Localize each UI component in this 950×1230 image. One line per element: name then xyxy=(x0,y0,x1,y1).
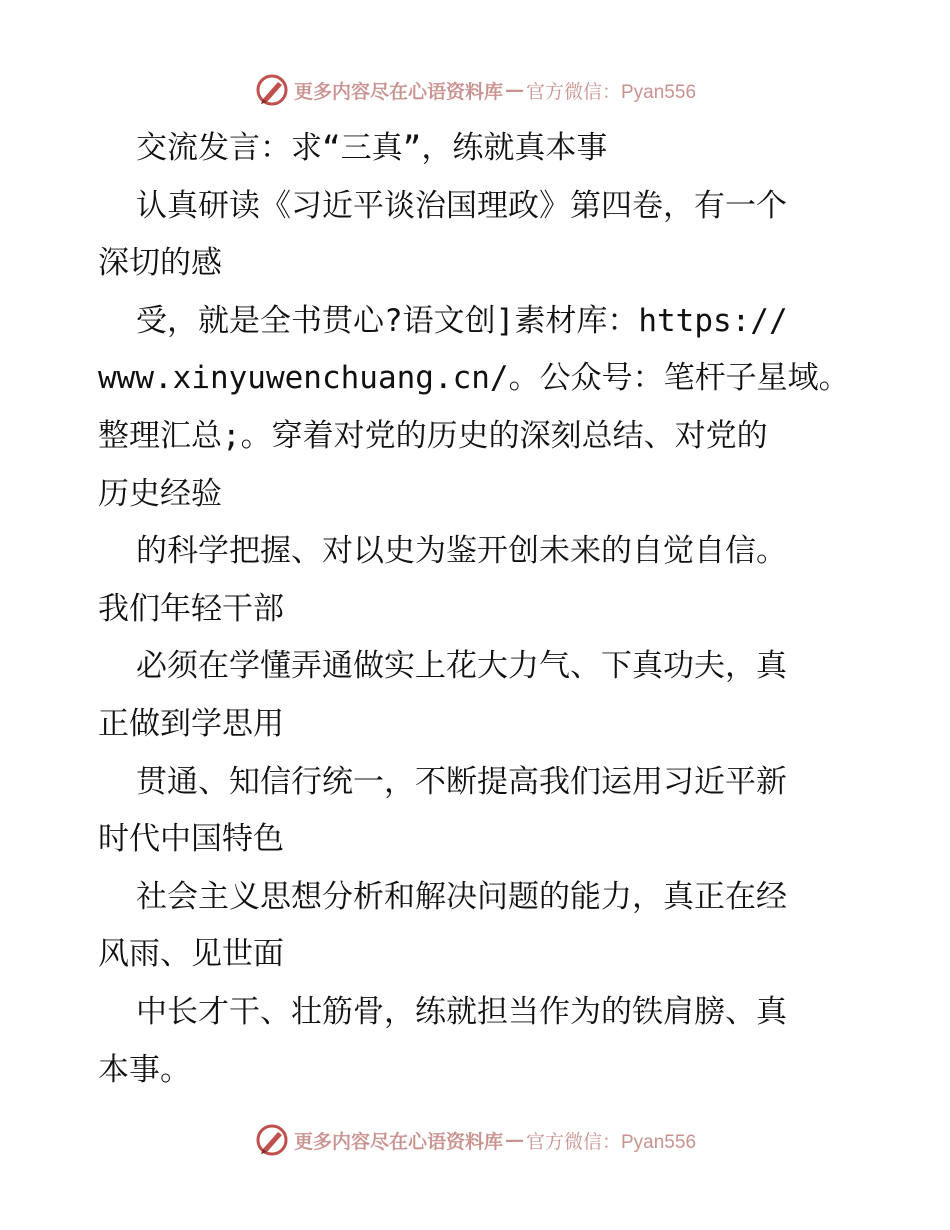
document-title: 交流发言：求“三真”，练就真本事 xyxy=(136,130,608,166)
footer-separator: — xyxy=(505,1129,524,1151)
paragraph-line: 我们年轻干部 xyxy=(98,590,284,627)
paragraph-line: 受，就是全书贯心?语文创]素材库：https:// xyxy=(136,302,788,339)
paragraph-line: 风雨、见世面 xyxy=(98,936,284,973)
paragraph-line: 的科学把握、对以史为鉴开创未来的自觉自信。 xyxy=(136,533,787,570)
paragraph-line: 中长才干、壮筋骨，练就担当作为的铁肩膀、真 xyxy=(136,993,787,1030)
pen-logo-icon xyxy=(254,1122,290,1158)
header-brand: 更多内容尽在心语资料库 xyxy=(293,80,503,103)
paragraph-line: www.xinyuwenchuang.cn/。公众号：笔杆子星域。 xyxy=(98,360,850,397)
document-body xyxy=(98,120,858,1099)
paragraph-line: 必须在学懂弄通做实上花大力气、下真功夫，真 xyxy=(136,648,787,685)
footer-brand: 更多内容尽在心语资料库 xyxy=(293,1130,503,1153)
paragraph-line: 整理汇总;。穿着对党的历史的深刻总结、对党的 xyxy=(98,417,768,454)
paragraph-line: 本事。 xyxy=(98,1051,191,1088)
pen-logo-icon xyxy=(254,72,290,108)
paragraph-line: 社会主义思想分析和解决问题的能力，真正在经 xyxy=(136,878,787,915)
paragraph-line: 深切的感 xyxy=(98,245,222,282)
footer-wechat: 官方微信：Pyan556 xyxy=(526,1131,697,1153)
paragraph-line: 时代中国特色 xyxy=(98,821,284,858)
header-separator: — xyxy=(505,79,524,101)
header-watermark xyxy=(0,70,950,110)
paragraph-line: 贯通、知信行统一，不断提高我们运用习近平新 xyxy=(136,763,787,800)
paragraph-line: 认真研读《习近平谈治国理政》第四卷，有一个 xyxy=(136,187,787,224)
footer-watermark xyxy=(0,1120,950,1160)
paragraph-line: 历史经验 xyxy=(98,475,222,512)
paragraph-line: 正做到学思用 xyxy=(98,705,284,742)
header-wechat: 官方微信：Pyan556 xyxy=(526,81,697,103)
